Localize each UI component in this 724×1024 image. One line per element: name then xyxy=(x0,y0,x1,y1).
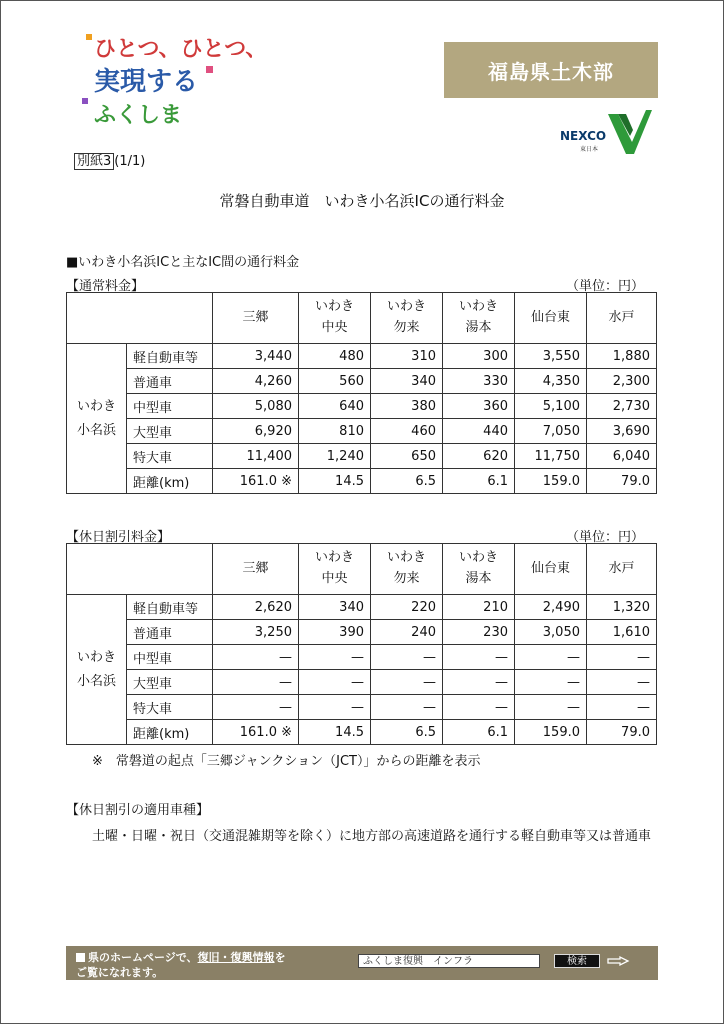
fee-cell: 390 xyxy=(299,620,371,645)
fee-cell: 3,440 xyxy=(213,344,299,369)
fee-cell: 79.0 xyxy=(587,720,657,745)
fee-cell: 159.0 xyxy=(515,469,587,494)
fee-cell: 6.1 xyxy=(443,469,515,494)
fee-cell: 340 xyxy=(299,595,371,620)
holiday-table-unit: （単位：円） xyxy=(566,530,645,545)
nexco-logo xyxy=(556,108,652,156)
attachment-id xyxy=(74,150,145,169)
fee-cell: 210 xyxy=(443,595,515,620)
fee-cell: 3,550 xyxy=(515,344,587,369)
fee-cell: — xyxy=(213,670,299,695)
fee-cell: 560 xyxy=(299,369,371,394)
svg-text:NEXCO: NEXCO xyxy=(560,129,607,143)
fee-cell: — xyxy=(371,670,443,695)
fee-cell: — xyxy=(299,695,371,720)
fee-cell: 1,880 xyxy=(587,344,657,369)
fee-cell: 7,050 xyxy=(515,419,587,444)
fee-cell: — xyxy=(299,645,371,670)
table-row xyxy=(67,695,657,720)
fee-cell: 4,260 xyxy=(213,369,299,394)
department-banner: 福島県土木部 xyxy=(444,42,658,98)
destination-header: 水戸 xyxy=(587,293,657,344)
fee-cell: 11,400 xyxy=(213,444,299,469)
application-heading: 【休日割引の適用車種】 xyxy=(66,803,210,818)
fee-cell: 14.5 xyxy=(299,720,371,745)
vehicle-type-cell: 軽自動車等 xyxy=(127,595,213,620)
holiday-table-label: 【休日割引料金】 xyxy=(66,530,171,545)
fee-cell: 310 xyxy=(371,344,443,369)
fee-cell: 79.0 xyxy=(587,469,657,494)
vehicle-type-cell: 中型車 xyxy=(127,394,213,419)
vehicle-type-cell: 大型車 xyxy=(127,419,213,444)
svg-text:東日本: 東日本 xyxy=(580,146,599,153)
fukushima-slogan-logo xyxy=(66,26,252,134)
fee-cell: 161.0 ※ xyxy=(213,720,299,745)
fee-cell: — xyxy=(371,645,443,670)
fee-cell: — xyxy=(587,695,657,720)
footer-msg-line2: ご覧になれます。 xyxy=(76,966,164,979)
fee-cell: 6,920 xyxy=(213,419,299,444)
page-indicator: (1/1) xyxy=(114,154,146,169)
fee-cell: 161.0 ※ xyxy=(213,469,299,494)
vehicle-type-cell: 大型車 xyxy=(127,670,213,695)
table-row xyxy=(67,419,657,444)
fee-cell: 330 xyxy=(443,369,515,394)
fee-cell: — xyxy=(587,645,657,670)
destination-header: 三郷 xyxy=(213,293,299,344)
table-row xyxy=(67,394,657,419)
table-row xyxy=(67,620,657,645)
fee-cell: 6,040 xyxy=(587,444,657,469)
vehicle-type-cell: 特大車 xyxy=(127,444,213,469)
fee-cell: 620 xyxy=(443,444,515,469)
fee-cell: 6.5 xyxy=(371,720,443,745)
fee-cell: 340 xyxy=(371,369,443,394)
fee-cell: 5,080 xyxy=(213,394,299,419)
fee-cell: 810 xyxy=(299,419,371,444)
header-row xyxy=(67,293,657,344)
fee-cell: 5,100 xyxy=(515,394,587,419)
regular-fee-table xyxy=(66,292,657,494)
fee-cell: 159.0 xyxy=(515,720,587,745)
table-row xyxy=(67,670,657,695)
destination-header: 水戸 xyxy=(587,544,657,595)
document-title: 常磐自動車道 いわき小名浜ICの通行料金 xyxy=(219,192,505,210)
table-row xyxy=(67,645,657,670)
fee-cell: 1,610 xyxy=(587,620,657,645)
search-keyword-box[interactable]: ふくしま復興 インフラ xyxy=(358,954,540,968)
fee-cell: 3,690 xyxy=(587,419,657,444)
search-button[interactable]: 検索 xyxy=(554,954,600,968)
footer-msg-suffix: を xyxy=(274,951,286,964)
destination-header: いわき 湯本 xyxy=(443,293,515,344)
header-row xyxy=(67,544,657,595)
vehicle-type-cell: 距離(km) xyxy=(127,720,213,745)
vehicle-type-cell: 軽自動車等 xyxy=(127,344,213,369)
fee-cell: 360 xyxy=(443,394,515,419)
table-row xyxy=(67,469,657,494)
destination-header: 仙台東 xyxy=(515,544,587,595)
destination-header: いわき 湯本 xyxy=(443,544,515,595)
distance-note: ※ 常磐道の起点「三郷ジャンクション（JCT）」からの距離を表示 xyxy=(92,754,481,769)
fee-cell: — xyxy=(443,695,515,720)
fee-cell: — xyxy=(213,645,299,670)
table-row xyxy=(67,720,657,745)
fee-cell: 2,620 xyxy=(213,595,299,620)
footer-message xyxy=(76,950,286,980)
fee-cell: 2,730 xyxy=(587,394,657,419)
fee-cell: 650 xyxy=(371,444,443,469)
fee-cell: — xyxy=(371,695,443,720)
svg-text:ひとつ、ひとつ、: ひとつ、ひとつ、 xyxy=(94,37,252,62)
fee-cell: 300 xyxy=(443,344,515,369)
section-heading: ■いわき小名浜ICと主なIC間の通行料金 xyxy=(66,255,300,270)
fee-cell: — xyxy=(299,670,371,695)
table-row xyxy=(67,344,657,369)
blank-header-cell xyxy=(67,544,213,595)
regular-table-unit: （単位：円） xyxy=(566,279,645,294)
attachment-label: 別紙3 xyxy=(74,153,114,170)
table-row xyxy=(67,444,657,469)
fee-cell: — xyxy=(443,645,515,670)
recovery-info-link[interactable]: 復旧・復興情報 xyxy=(197,951,275,964)
fee-cell: — xyxy=(443,670,515,695)
fee-cell: 1,240 xyxy=(299,444,371,469)
destination-header: いわき 勿来 xyxy=(371,544,443,595)
fee-cell: 230 xyxy=(443,620,515,645)
fee-cell: — xyxy=(587,670,657,695)
vehicle-type-cell: 特大車 xyxy=(127,695,213,720)
fee-cell: 380 xyxy=(371,394,443,419)
fee-cell: 2,490 xyxy=(515,595,587,620)
fee-cell: 460 xyxy=(371,419,443,444)
fee-cell: 480 xyxy=(299,344,371,369)
destination-header: いわき 中央 xyxy=(299,293,371,344)
footer-banner xyxy=(66,946,658,980)
svg-text:実現する: 実現する xyxy=(94,67,199,97)
fee-cell: 6.5 xyxy=(371,469,443,494)
pointing-hand-icon xyxy=(606,953,630,969)
svg-text:ふくしま: ふくしま xyxy=(94,103,183,128)
fee-cell: — xyxy=(515,695,587,720)
fee-cell: 11,750 xyxy=(515,444,587,469)
footer-msg-prefix: 県のホームページで、 xyxy=(88,951,198,964)
fee-cell: 4,350 xyxy=(515,369,587,394)
regular-table-label: 【通常料金】 xyxy=(66,279,145,294)
fee-cell: 3,250 xyxy=(213,620,299,645)
fee-cell: 3,050 xyxy=(515,620,587,645)
fee-cell: 640 xyxy=(299,394,371,419)
table-row xyxy=(67,369,657,394)
square-bullet-icon xyxy=(76,953,85,962)
fee-cell: 240 xyxy=(371,620,443,645)
fee-cell: 2,300 xyxy=(587,369,657,394)
vehicle-type-cell: 中型車 xyxy=(127,645,213,670)
fee-cell: — xyxy=(515,670,587,695)
origin-ic-cell: いわき 小名浜 xyxy=(67,595,127,745)
fee-cell: 440 xyxy=(443,419,515,444)
destination-header: 三郷 xyxy=(213,544,299,595)
blank-header-cell xyxy=(67,293,213,344)
fee-cell: 14.5 xyxy=(299,469,371,494)
application-text: 土曜・日曜・祝日（交通混雑期等を除く）に地方部の高速道路を通行する軽自動車等又は普通車 xyxy=(92,829,652,844)
fee-cell: 1,320 xyxy=(587,595,657,620)
destination-header: いわき 中央 xyxy=(299,544,371,595)
fee-cell: — xyxy=(515,645,587,670)
vehicle-type-cell: 普通車 xyxy=(127,369,213,394)
destination-header: いわき 勿来 xyxy=(371,293,443,344)
holiday-fee-table xyxy=(66,543,657,745)
fee-cell: 6.1 xyxy=(443,720,515,745)
fee-cell: 220 xyxy=(371,595,443,620)
table-row xyxy=(67,595,657,620)
origin-ic-cell: いわき 小名浜 xyxy=(67,344,127,494)
vehicle-type-cell: 距離(km) xyxy=(127,469,213,494)
destination-header: 仙台東 xyxy=(515,293,587,344)
vehicle-type-cell: 普通車 xyxy=(127,620,213,645)
fee-cell: — xyxy=(213,695,299,720)
